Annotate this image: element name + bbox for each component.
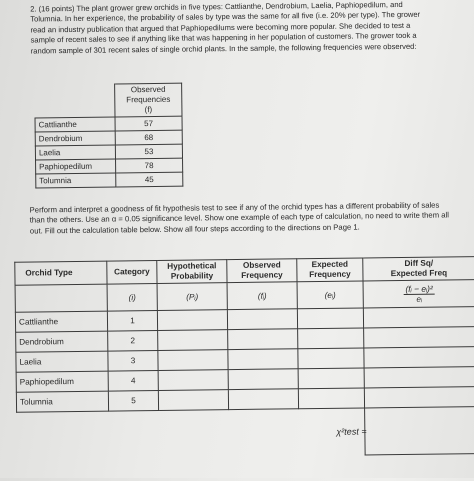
probability-input-cell[interactable]: [158, 390, 228, 411]
fraction-denominator: eᵢ: [416, 294, 423, 304]
probability-symbol: (Pᵢ): [157, 283, 227, 311]
probability-input-cell[interactable]: [158, 350, 228, 371]
diff-sq-input-cell[interactable]: [364, 327, 474, 348]
frequency-cell: 53: [115, 144, 182, 159]
orchid-type-cell: Paphiopedilum: [36, 159, 116, 174]
observed-frequency-table: [34, 83, 183, 189]
expected-input-cell[interactable]: [297, 308, 363, 329]
observed-symbol: (fᵢ): [227, 282, 297, 310]
category-cell: 5: [108, 390, 158, 411]
instructions-text: Perform and interpret a goodness of fit hypothesis test to see if any of the orchid types has a different probability of sales than the others. Use an α = 0.05 significance level. Show one example of each type of calculation, no need to write them all out. Fill out the calculation table below. Show all four steps according to the directions on Page 1.: [29, 200, 449, 236]
total-row-spacer: [17, 408, 366, 459]
hypothetical-probability-header: Hypothetical Probability: [157, 260, 227, 284]
instructions: [30, 200, 450, 236]
observed-frequency-header: Observed Frequency: [227, 259, 297, 283]
orchid-type-cell: Dendrobium: [35, 131, 115, 146]
orchid-type-cell: Cattlianthe: [35, 117, 115, 132]
diff-sq-input-cell[interactable]: [363, 307, 474, 328]
calculation-table: [14, 256, 474, 460]
expected-frequency-header: Expected Frequency: [297, 258, 363, 282]
category-cell: 3: [108, 350, 158, 371]
frequency-cell: 68: [115, 130, 182, 145]
diff-sq-formula: [363, 280, 474, 308]
observed-input-cell[interactable]: [228, 349, 298, 370]
frequency-cell: 57: [115, 116, 182, 131]
orchid-type-cell: Tolumnia: [36, 173, 116, 188]
chi-square-test-label: χ²test =: [336, 426, 367, 437]
fraction-numerator: (fᵢ − eᵢ)²: [403, 284, 435, 295]
probability-input-cell[interactable]: [157, 310, 227, 331]
diff-sq-input-cell[interactable]: [364, 367, 474, 388]
category-cell: 1: [107, 310, 157, 331]
table-row: [36, 172, 183, 188]
frequency-cell: 45: [116, 172, 183, 187]
observed-input-cell[interactable]: [228, 369, 298, 390]
orchid-type-cell: Dendrobium: [16, 331, 108, 352]
expected-input-cell[interactable]: [298, 368, 364, 389]
category-header: Category: [107, 260, 157, 284]
blank-symbol-cell: [15, 284, 107, 312]
category-symbol: (i): [107, 283, 157, 311]
diff-sq-input-cell[interactable]: [364, 387, 474, 408]
chi-square-total-cell[interactable]: [365, 407, 474, 455]
observed-frequencies-header: Observed Frequencies (f): [115, 83, 182, 117]
frequency-cell: 78: [116, 158, 183, 173]
diff-sq-input-cell[interactable]: [364, 347, 474, 368]
expected-symbol: (eᵢ): [297, 281, 363, 309]
total-row: [17, 407, 474, 460]
observed-input-cell[interactable]: [227, 309, 297, 330]
problem-text: 2. (16 points) The plant grower grew orchids in five types: Cattlianthe, Dendrobium, Laelia, Paphiopedilum, and Tolumnia. In her experience, the probability of sales by type was the same for all five (i.e. 20% per type). The grower read an industry publication that argued that Paphiopedilums were becoming more popular. She decided to test a sample of recent sales to see if anything like that was happening in her population of customers. The grower took a random sample of 301 recent sales of single orchid plants. In the sample, the following frequencies were observed:: [30, 0, 421, 56]
orchid-type-cell: Paphiopedilum: [16, 371, 108, 392]
probability-input-cell[interactable]: [158, 330, 228, 351]
problem-statement: [30, 0, 436, 57]
expected-input-cell[interactable]: [298, 388, 364, 409]
category-cell: 4: [108, 370, 158, 391]
expected-input-cell[interactable]: [298, 348, 364, 369]
observed-input-cell[interactable]: [228, 389, 298, 410]
diff-sq-header: Diff Sq/ Expected Freq: [363, 257, 474, 281]
orchid-type-cell: Laelia: [16, 351, 108, 372]
category-cell: 2: [108, 330, 158, 351]
orchid-type-cell: Tolumnia: [16, 391, 108, 412]
blank-header-cell: [35, 84, 115, 118]
orchid-type-cell: Laelia: [35, 145, 115, 160]
expected-input-cell[interactable]: [298, 328, 364, 349]
orchid-type-cell: Cattlianthe: [15, 311, 107, 332]
probability-input-cell[interactable]: [158, 370, 228, 391]
orchid-type-header: Orchid Type: [15, 261, 107, 285]
fraction: [403, 284, 435, 304]
observed-input-cell[interactable]: [228, 329, 298, 350]
